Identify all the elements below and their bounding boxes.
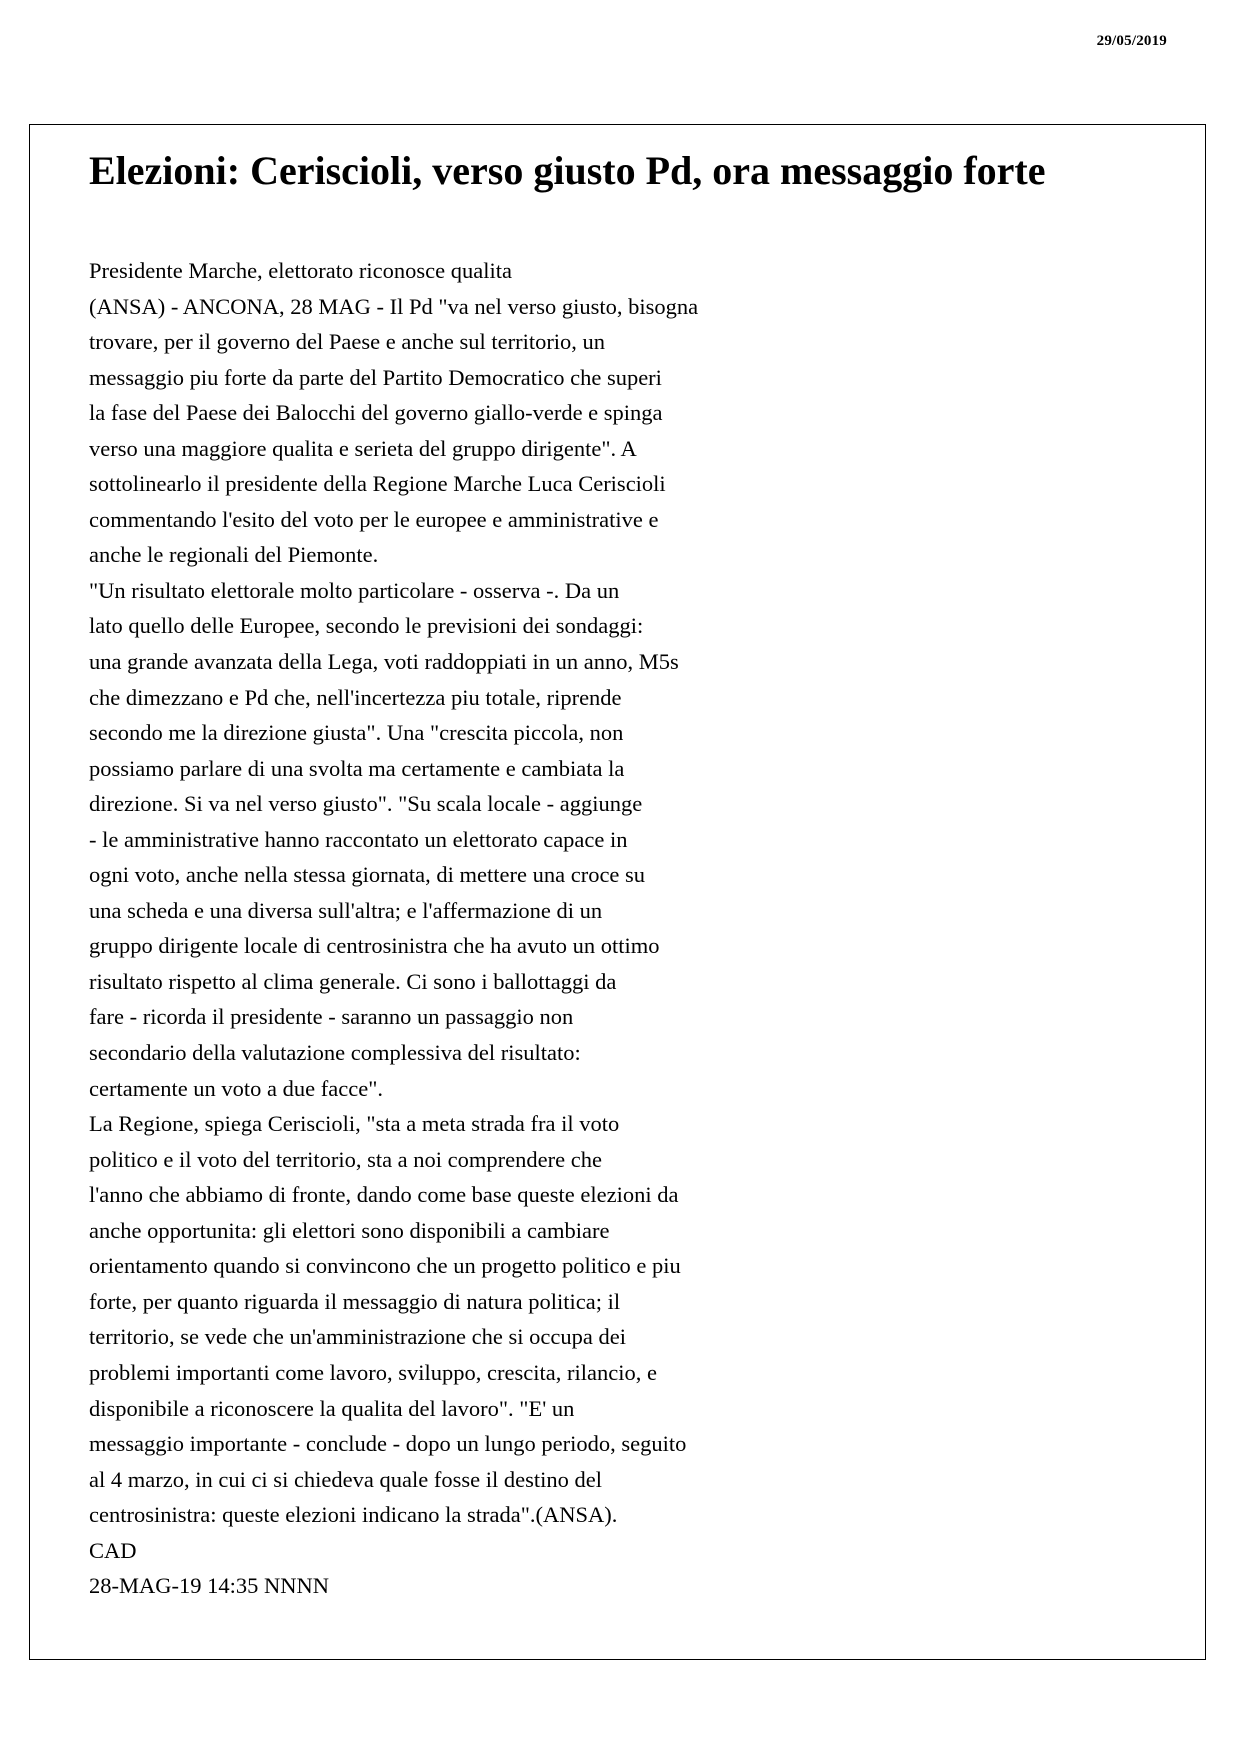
article-line: una grande avanzata della Lega, voti raddoppiati in un anno, M5s xyxy=(89,649,679,675)
article-line: anche le regionali del Piemonte. xyxy=(89,542,379,568)
article-line: che dimezzano e Pd che, nell'incertezza piu totale, riprende xyxy=(89,684,622,710)
article-line: centrosinistra: queste elezioni indicano la strada".(ANSA). xyxy=(89,1502,618,1528)
article-line: territorio, se vede che un'amministrazione che si occupa dei xyxy=(89,1324,626,1350)
article-body xyxy=(89,253,698,1604)
page-date: 29/05/2019 xyxy=(1096,33,1167,49)
article-line: CAD xyxy=(89,1537,137,1563)
article-line: messaggio piu forte da parte del Partito Democratico che superi xyxy=(89,364,662,390)
article-line: direzione. Si va nel verso giusto". "Su scala locale - aggiunge xyxy=(89,791,643,817)
article-line: "Un risultato elettorale molto particolare - osserva -. Da un xyxy=(89,577,620,603)
article-line: (ANSA) - ANCONA, 28 MAG - Il Pd "va nel verso giusto, bisogna xyxy=(89,293,699,319)
article-line: la fase del Paese dei Balocchi del governo giallo-verde e spinga xyxy=(89,400,663,426)
article-line: ogni voto, anche nella stessa giornata, di mettere una croce su xyxy=(89,862,646,888)
article-line: 28-MAG-19 14:35 NNNN xyxy=(89,1573,329,1599)
article-line: trovare, per il governo del Paese e anche sul territorio, un xyxy=(89,329,606,355)
article-title: Elezioni: Ceriscioli, verso giusto Pd, ora messaggio forte xyxy=(89,148,1046,193)
article-line: orientamento quando si convincono che un progetto politico e piu xyxy=(89,1253,681,1279)
article-line: al 4 marzo, in cui ci si chiedeva quale fosse il destino del xyxy=(89,1466,602,1492)
article-line: risultato rispetto al clima generale. Ci sono i ballottaggi da xyxy=(89,968,617,994)
article-line: una scheda e una diversa sull'altra; e l'affermazione di un xyxy=(89,897,603,923)
article-line: secondo me la direzione giusta". Una "crescita piccola, non xyxy=(89,720,624,746)
article-line: forte, per quanto riguarda il messaggio di natura politica; il xyxy=(89,1288,621,1314)
article-line: verso una maggiore qualita e serieta del gruppo dirigente". A xyxy=(89,435,637,461)
article-line: l'anno che abbiamo di fronte, dando come base queste elezioni da xyxy=(89,1182,679,1208)
article-line: Presidente Marche, elettorato riconosce qualita xyxy=(89,258,512,283)
article-line: fare - ricorda il presidente - saranno un passaggio non xyxy=(89,1004,574,1030)
article-line: lato quello delle Europee, secondo le previsioni dei sondaggi: xyxy=(89,613,644,639)
article-line: La Regione, spiega Ceriscioli, "sta a meta strada fra il voto xyxy=(89,1111,620,1137)
article-line: anche opportunita: gli elettori sono disponibili a cambiare xyxy=(89,1217,610,1243)
article-line: problemi importanti come lavoro, sviluppo, crescita, rilancio, e xyxy=(89,1359,657,1385)
article-line: politico e il voto del territorio, sta a noi comprendere che xyxy=(89,1146,602,1172)
article-line: secondario della valutazione complessiva del risultato: xyxy=(89,1040,581,1066)
article-line: sottolinearlo il presidente della Regione Marche Luca Ceriscioli xyxy=(89,471,666,497)
article-line: gruppo dirigente locale di centrosinistra che ha avuto un ottimo xyxy=(89,933,660,959)
article-line: messaggio importante - conclude - dopo un lungo periodo, seguito xyxy=(89,1431,687,1457)
article-line: possiamo parlare di una svolta ma certamente e cambiata la xyxy=(89,755,625,781)
article-line: certamente un voto a due facce". xyxy=(89,1075,384,1101)
article-frame xyxy=(29,124,1206,1660)
article-line: - le amministrative hanno raccontato un elettorato capace in xyxy=(89,826,628,852)
article-line: commentando l'esito del voto per le europee e amministrative e xyxy=(89,506,659,532)
article-line: disponibile a riconoscere la qualita del lavoro". "E' un xyxy=(89,1395,575,1421)
